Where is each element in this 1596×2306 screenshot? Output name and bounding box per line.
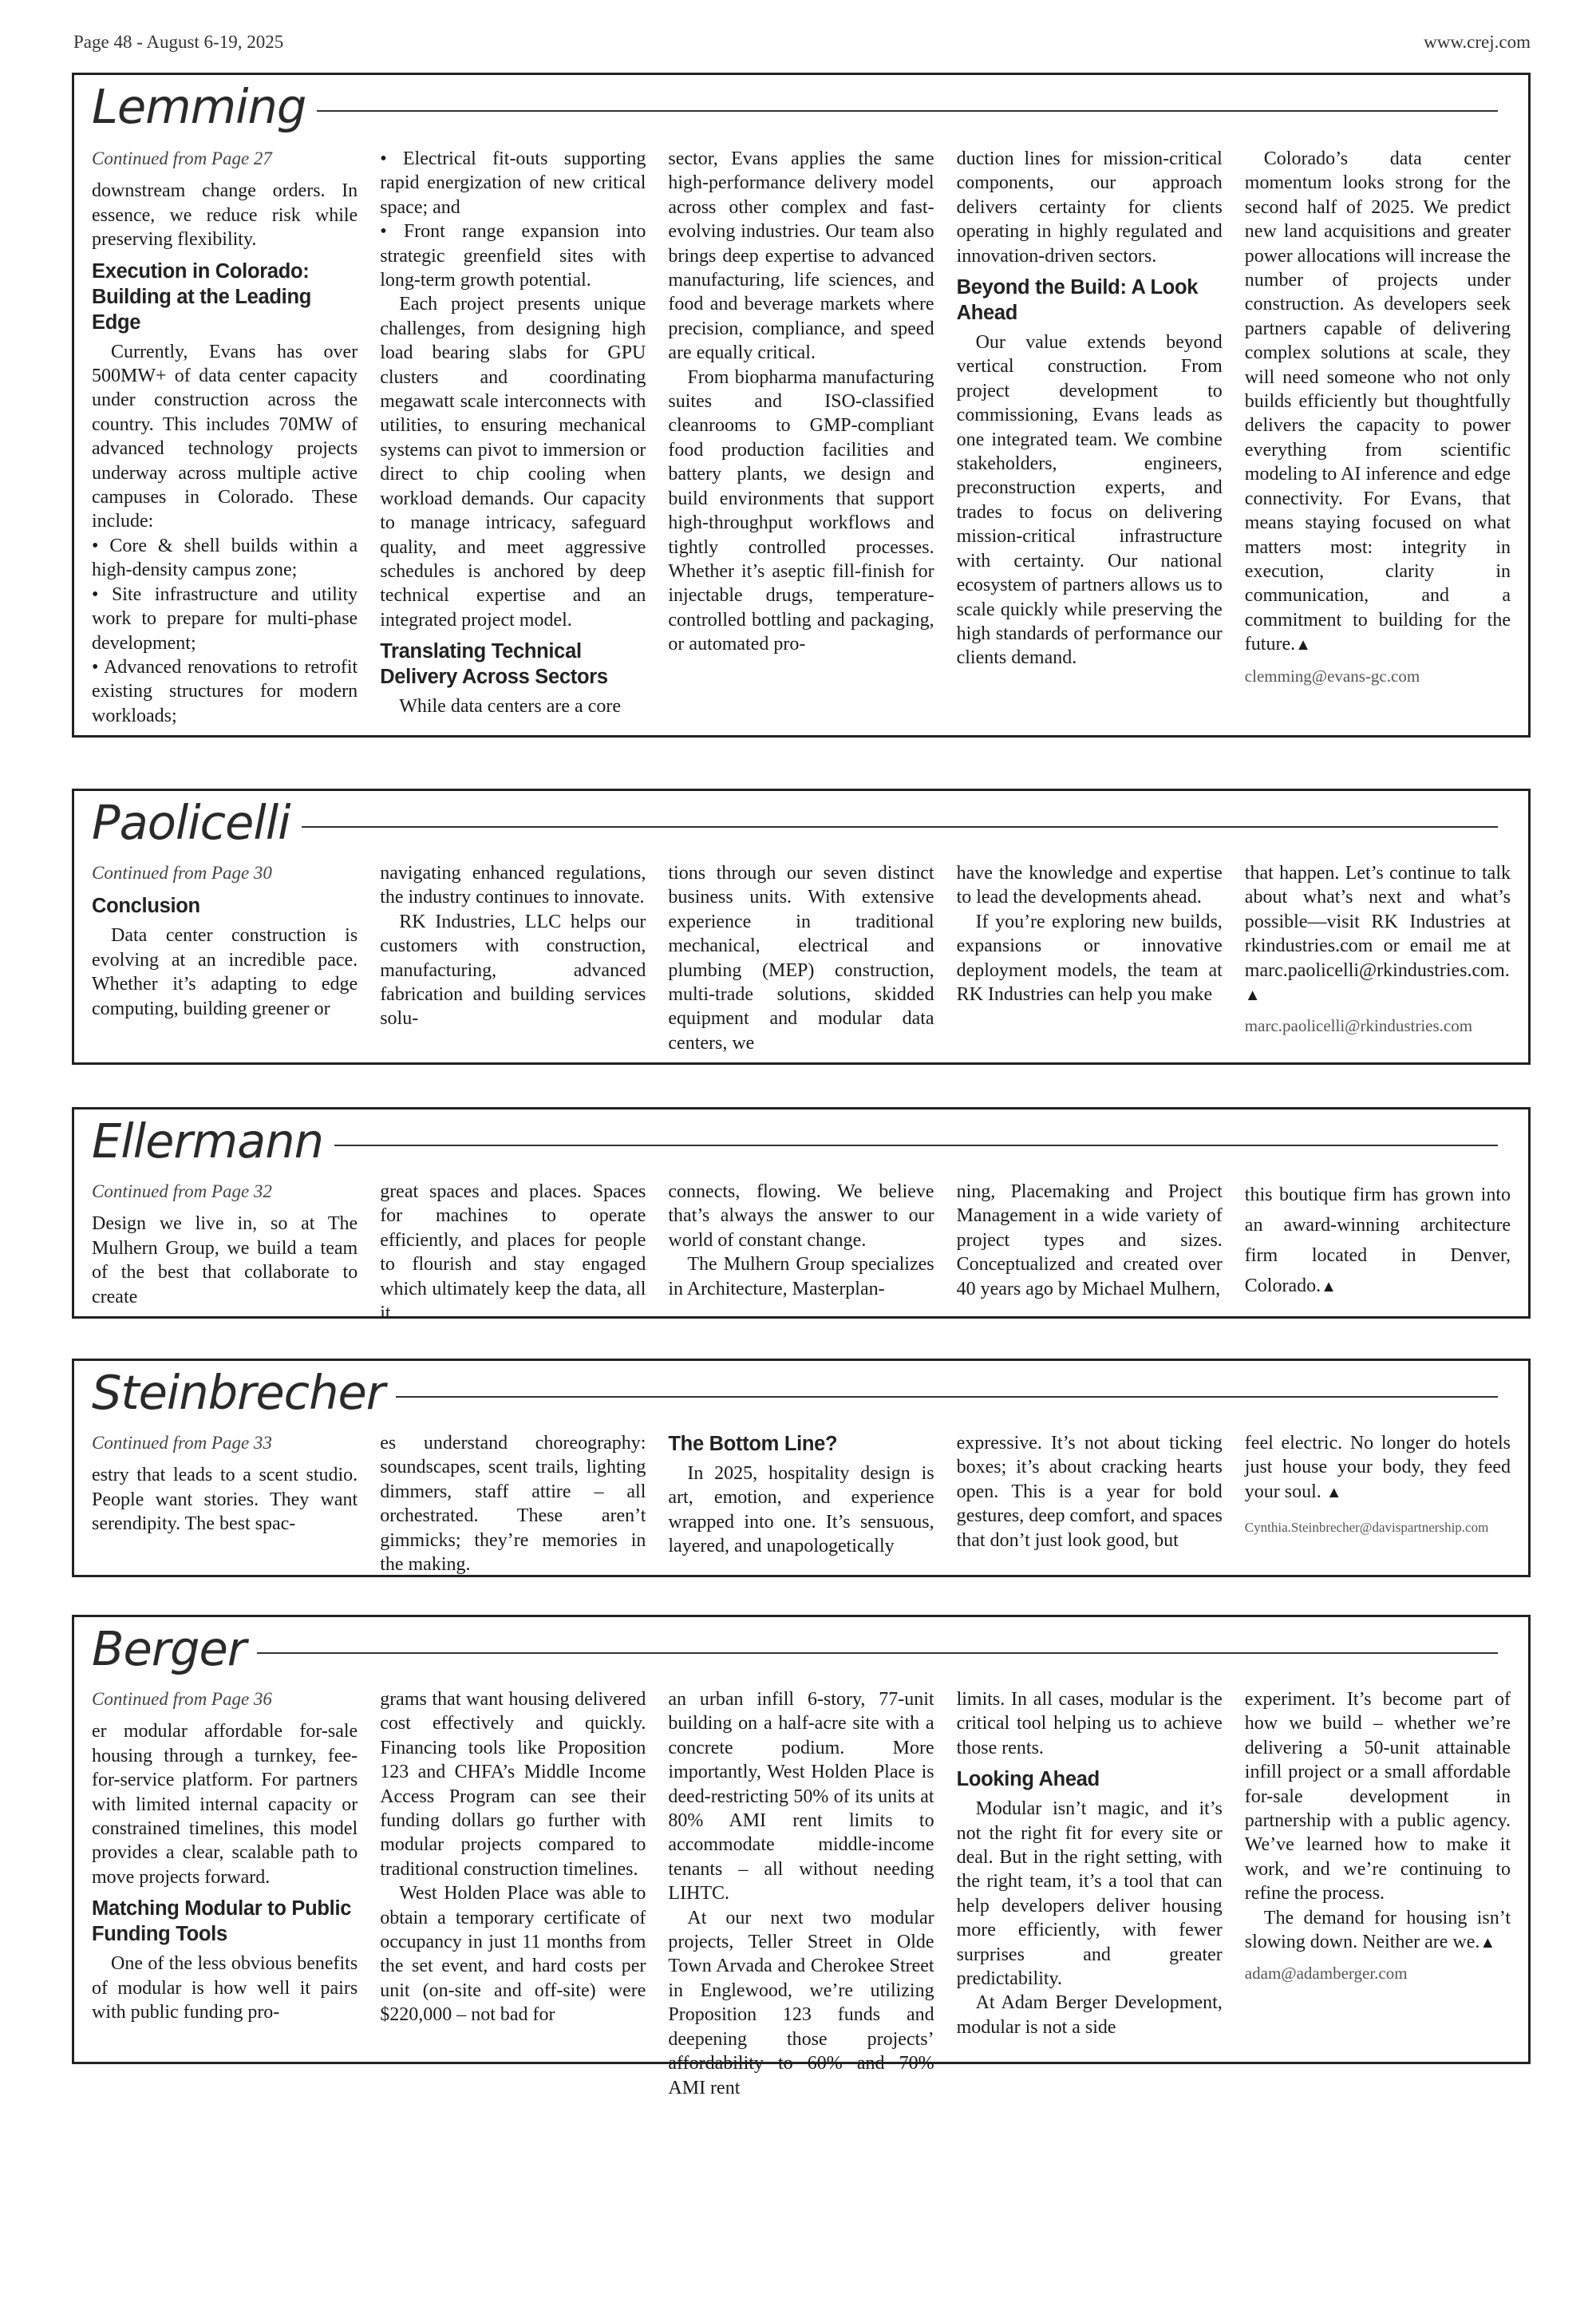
section-title: Ellermann — [92, 1111, 334, 1172]
paragraph: Modular isn’t magic, and it’s not the right fit for every site or deal. But in the right setting, with the right team, it’s a tool that can help developers deliver housing more efficiently, with fewer surprises and greater predictability. — [956, 1798, 1223, 1990]
paragraph: grams that want housing delivered cost effectively and quickly. Financing tools like Proposition 123 and CHFA’s Middle Income Access Program can see their funding dollars go further with modular projects compared to traditional construction timelines. — [380, 1689, 646, 1880]
page-header — [73, 32, 1531, 64]
paragraph: connects, flowing. We believe that’s always the answer to our world of constant change. — [668, 1181, 934, 1251]
paragraph: Data center construction is evolving at an incredible pace. Whether it’s adapting to edge computing, building greener or — [92, 925, 358, 1019]
paragraph: In 2025, hospitality design is art, emotion, and experience wrapped into one. It’s sensuous, layered, and unapologetically — [668, 1463, 934, 1557]
section-title: Steinbrecher — [92, 1363, 396, 1423]
article-columns — [92, 1687, 1511, 2098]
column-2 — [380, 861, 646, 1059]
page-info: Page 48 - August 6-19, 2025 — [73, 32, 284, 52]
paragraph: The Mulhern Group specializes in Architecture, Masterplan- — [668, 1254, 934, 1299]
bullet-item: • Advanced renovations to retrofit existing structures for modern workloads; — [92, 655, 358, 728]
subheading: Conclusion — [92, 895, 200, 918]
column-1 — [92, 1180, 358, 1325]
paragraph: At our next two modular projects, Teller Street in Olde Town Arvada and Cherokee Street in Englewood, we’re utilizing Proposition 123 funds and deepening those projects’ affordability to 60% and 70% AMI rent — [668, 1907, 934, 2098]
paragraph: At Adam Berger Development, modular is not a side — [956, 1992, 1223, 2038]
column-4 — [957, 1687, 1223, 2100]
column-1 — [92, 861, 358, 1059]
end-mark-icon: ▲ — [1295, 636, 1311, 655]
title-rule — [92, 1652, 1498, 1654]
bullet-item: • Site infrastructure and utility work to prepare for multi-phase development; — [92, 583, 358, 655]
paragraph: downstream change orders. In essence, we reduce risk while preserving flexibility. — [92, 180, 358, 251]
column-3 — [668, 1431, 934, 1576]
paragraph: Design we live in, so at The Mulhern Group, we build a team of the best that collaborate to create — [92, 1213, 358, 1307]
paragraph: an urban infill 6-story, 77-unit building on a half-acre site with a concrete podium. More importantly, West Holden Place is deed-restricting 50% of its units at 80% AMI rent limits to accommodate middle-income tenants – all without needing LIHTC. — [668, 1689, 934, 1905]
paragraph: Currently, Evans has over 500MW+ of data center capacity under construction across the country. This includes 70MW of advanced technology projects underway across multiple active campuses in Colorado. These include: — [92, 341, 358, 532]
paragraph: Each project presents unique challenges, from designing high load bearing slabs for GPU clusters and coordinating megawatt scale interconnects with utilities, to ensuring mechanical systems can pivot to immersion or direct to chip cooling when workload demands. Our capacity to manage intricacy, safeguard quality, and meet aggressive schedules is anchored by deep technical expertise and an integrated project model. — [380, 294, 646, 631]
continued-note: Continued from Page 30 — [92, 863, 272, 883]
paragraph: feel electric. No longer do hotels just house your body, they feed your soul. ▲ — [1244, 1433, 1511, 1502]
column-5 — [1245, 1431, 1511, 1576]
author-email[interactable]: marc.paolicelli@rkindustries.com — [1244, 1016, 1473, 1036]
end-mark-icon: ▲ — [1321, 1278, 1337, 1295]
section-title: Paolicelli — [92, 793, 302, 853]
paragraph: If you’re exploring new builds, expansions or innovative deployment models, the team at RK Industries can help you make — [956, 911, 1223, 1006]
section-title: Lemming — [92, 77, 317, 137]
subheading: Beyond the Build: A Look Ahead — [956, 276, 1199, 325]
column-1 — [92, 1687, 358, 2100]
column-5 — [1245, 861, 1511, 1059]
column-4 — [957, 861, 1223, 1059]
paragraph: er modular affordable for-sale housing through a turnkey, fee-for-service platform. For partners with limited internal capacity or constrained timelines, this model provides a clear, scalable path to move projects forward. — [92, 1721, 358, 1888]
paragraph: ning, Placemaking and Project Management in a wide variety of project types and sizes. Conceptualized and created over 40 years ago by Michael Mulhern, — [956, 1181, 1223, 1299]
article-columns — [92, 1431, 1511, 1576]
paragraph: navigating enhanced regulations, the industry continues to innovate. — [380, 863, 646, 908]
column-2 — [380, 1687, 646, 2100]
paragraph: limits. In all cases, modular is the critical tool helping us to achieve those rents. — [956, 1689, 1223, 1758]
paragraph: While data centers are a core — [399, 696, 622, 718]
continued-note: Continued from Page 32 — [92, 1181, 272, 1201]
paragraph: expressive. It’s not about ticking boxes; it’s about cracking hearts open. This is a year for bold gestures, deep comfort, and spaces that don’t just look good, but — [956, 1433, 1223, 1551]
column-2 — [380, 147, 646, 730]
paragraph: es understand choreography: soundscapes, scent trails, lighting dimmers, staff attire – all orchestrated. These aren’t gimmicks; they’re memories in the making. — [380, 1433, 646, 1576]
subheading: The Bottom Line? — [668, 1433, 838, 1455]
article-paolicelli — [72, 789, 1531, 1065]
end-mark-icon: ▲ — [1325, 1483, 1342, 1501]
paragraph: Our value extends beyond vertical construction. From project development to commissioning, Evans leads as one integrated team. We combine stakeholders, engineers, preconstruction experts, and trades to focus on delivering mission-critical infrastructure with certainty. Our national ecosystem of partners allows us to scale quickly while preserving the high standards of performance our clients demand. — [956, 332, 1223, 669]
paragraph: this boutique firm has grown into an award-winning architecture firm located in Denver, Colorado.▲ — [1244, 1185, 1511, 1296]
column-5 — [1245, 147, 1511, 730]
article-columns — [92, 1180, 1511, 1324]
author-email[interactable]: clemming@evans-gc.com — [1244, 666, 1420, 686]
bullet-item: • Core & shell builds within a high-density campus zone; — [92, 534, 358, 583]
column-5 — [1245, 1180, 1511, 1325]
article-steinbrecher — [72, 1359, 1531, 1577]
subheading: Matching Modular to Public Funding Tools — [92, 1897, 352, 1946]
article-columns — [92, 861, 1511, 1059]
column-3 — [668, 1180, 934, 1325]
subheading: Execution in Colorado: Building at the Leading Edge — [92, 259, 312, 334]
paragraph: have the knowledge and expertise to lead the developments ahead. — [956, 863, 1223, 908]
column-3 — [668, 1687, 934, 2100]
paragraph: The demand for housing isn’t slowing down. Neither are we.▲ — [1244, 1907, 1511, 1953]
title-row — [92, 793, 1498, 853]
column-2 — [380, 1431, 646, 1576]
section-title: Berger — [92, 1619, 257, 1679]
column-2 — [380, 1180, 646, 1325]
paragraph: Colorado’s data center momentum looks strong for the second half of 2025. We predict new land acquisitions and greater power allocations will increase the number of projects under construction. As developers seek partners capable of delivering complex solutions at scale, they will need someone who not only builds efficiently but thoughtfully delivers the capacity to power everything from scientific modeling to AI inference and edge connectivity. For Evans, that means staying focused on what matters most: integrity in execution, clarity in communication, and a commitment to building for the future.▲ — [1244, 148, 1511, 655]
paragraph: RK Industries, LLC helps our customers with construction, manufacturing, advanced fabrication and building services solu- — [380, 911, 646, 1030]
paragraph: duction lines for mission-critical components, our approach delivers certainty for clients operating in highly regulated and innovation-driven sectors. — [956, 148, 1223, 267]
column-1 — [92, 147, 358, 730]
article-ellermann — [72, 1107, 1531, 1324]
title-row — [92, 1111, 1498, 1172]
subheading: Looking Ahead — [956, 1768, 1100, 1791]
end-mark-icon: ▲ — [1479, 1934, 1496, 1952]
bullet-item: • Front range expansion into strategic greenfield sites with long-term growth potential. — [380, 220, 646, 292]
column-3 — [668, 861, 934, 1059]
subheading: Translating Technical Delivery Across Sectors — [380, 640, 608, 689]
article-columns — [92, 147, 1511, 730]
title-row — [92, 1619, 1498, 1679]
column-5 — [1245, 1687, 1511, 2100]
column-4 — [957, 147, 1223, 730]
paragraph: sector, Evans applies the same high-performance delivery model across other complex and fast-evolving industries. Our team also brings deep expertise to advanced manufacturing, life sciences, and food and beverage markets where precision, compliance, and speed are equally critical. — [668, 148, 934, 364]
column-3 — [668, 147, 934, 730]
continued-note: Continued from Page 36 — [92, 1689, 272, 1709]
paragraph: that happen. Let’s continue to talk about what’s next and what’s possible—visit RK Industries at rkindustries.com or email me at marc.paolicelli@rkindustries.com. ▲ — [1244, 863, 1511, 1005]
end-mark-icon: ▲ — [1244, 987, 1261, 1005]
column-4 — [957, 1180, 1223, 1325]
article-berger — [72, 1615, 1531, 2098]
author-email[interactable]: adam@adamberger.com — [1244, 1964, 1408, 1984]
column-1 — [92, 1431, 358, 1576]
continued-note: Continued from Page 33 — [92, 1433, 272, 1453]
paragraph: great spaces and places. Spaces for machines to operate efficiently, and places for people to flourish and stay engaged which ultimately keep the data, all it — [380, 1181, 646, 1324]
continued-note: Continued from Page 27 — [92, 148, 272, 168]
article-lemming — [72, 73, 1531, 738]
author-email[interactable]: Cynthia.Steinbrecher@davispartnership.com — [1244, 1520, 1489, 1536]
bullet-item: • Electrical fit-outs supporting rapid energization of new critical space; and — [380, 147, 646, 220]
column-4 — [957, 1431, 1223, 1576]
paragraph: tions through our seven distinct business units. With extensive experience in traditional mechanical, electrical and plumbing (MEP) construction, multi-trade solutions, skidded equipment and modular data centers, we — [668, 863, 934, 1054]
site-url[interactable]: www.crej.com — [1424, 32, 1531, 52]
paragraph: One of the less obvious benefits of modular is how well it pairs with public funding pro- — [92, 1953, 358, 2023]
title-row — [92, 1363, 1498, 1423]
title-row — [92, 77, 1498, 137]
paragraph: West Holden Place was able to obtain a temporary certificate of occupancy in just 11 months from the set event, and hard costs per unit (on-site and off-site) were $220,000 – not bad for — [380, 1883, 646, 2026]
paragraph: estry that leads to a scent studio. People want stories. They want serendipity. The best spac- — [92, 1465, 358, 1535]
paragraph: From biopharma manufacturing suites and ISO-classified cleanrooms to GMP-compliant food production facilities and battery plants, we design and build environments that support high-throughput workflows and tightly controlled processes. Whether it’s aseptic fill-finish for injectable drugs, temperature-controlled bottling and packaging, or automated pro- — [668, 366, 934, 655]
title-rule — [92, 826, 1498, 828]
paragraph: experiment. It’s become part of how we build – whether we’re delivering a 50-unit attainable infill project or a small affordable for-sale development in partnership with a public agency. We’ve learned how to make it work, and we’re continuing to refine the process. — [1244, 1689, 1511, 1905]
